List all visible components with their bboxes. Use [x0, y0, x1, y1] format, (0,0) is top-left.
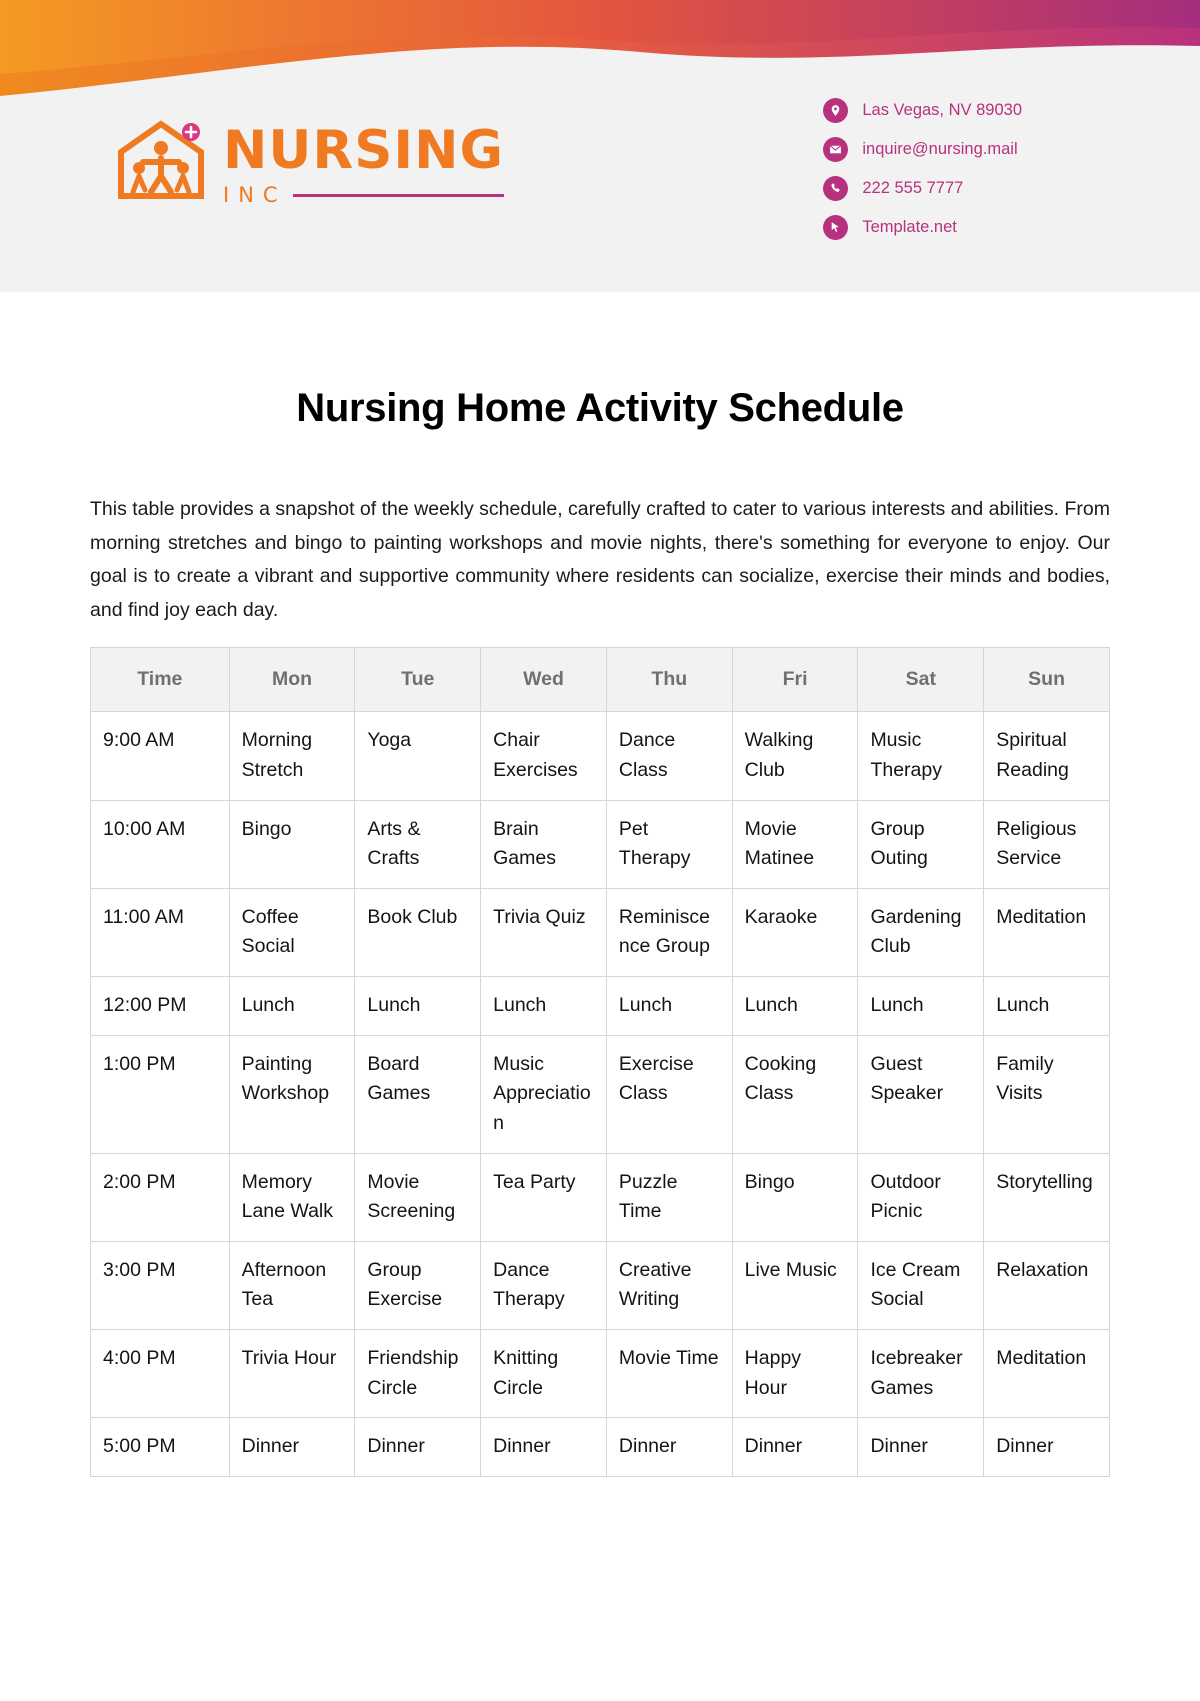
column-header-thu: Thu: [606, 647, 732, 712]
document-body: [0, 386, 1200, 1477]
cell-activity: Dinner: [481, 1418, 607, 1477]
cell-activity: Dinner: [984, 1418, 1110, 1477]
cell-activity: Morning Stretch: [229, 712, 355, 800]
cell-activity: Painting Workshop: [229, 1035, 355, 1153]
cell-activity: Live Music: [732, 1241, 858, 1329]
brand-subtitle: INC: [223, 183, 287, 207]
cell-activity: Board Games: [355, 1035, 481, 1153]
cell-activity: Arts & Crafts: [355, 800, 481, 888]
cell-activity: Puzzle Time: [606, 1153, 732, 1241]
contact-row-website[interactable]: [823, 215, 1022, 240]
column-header-mon: Mon: [229, 647, 355, 712]
cell-activity: Group Exercise: [355, 1241, 481, 1329]
cell-time: 3:00 PM: [91, 1241, 230, 1329]
brand-rule: [293, 194, 504, 197]
cell-activity: Chair Exercises: [481, 712, 607, 800]
cell-activity: Book Club: [355, 888, 481, 976]
contact-row-address: [823, 98, 1022, 123]
cell-activity: Dinner: [355, 1418, 481, 1477]
cell-activity: Trivia Quiz: [481, 888, 607, 976]
contact-row-phone: [823, 176, 1022, 201]
cell-activity: Religious Service: [984, 800, 1110, 888]
cell-activity: Creative Writing: [606, 1241, 732, 1329]
table-row: [91, 1153, 1110, 1241]
cell-activity: Karaoke: [732, 888, 858, 976]
phone-icon: [823, 176, 848, 201]
table-header-row: [91, 647, 1110, 712]
cell-time: 11:00 AM: [91, 888, 230, 976]
cell-activity: Dinner: [732, 1418, 858, 1477]
table-row: [91, 1330, 1110, 1418]
cell-activity: Storytelling: [984, 1153, 1110, 1241]
cell-time: 9:00 AM: [91, 712, 230, 800]
cell-activity: Outdoor Picnic: [858, 1153, 984, 1241]
brand-name: NURSING: [223, 120, 504, 181]
cell-activity: Guest Speaker: [858, 1035, 984, 1153]
column-header-wed: Wed: [481, 647, 607, 712]
cell-activity: Afternoon Tea: [229, 1241, 355, 1329]
cell-time: 4:00 PM: [91, 1330, 230, 1418]
cell-activity: Reminiscence Group: [606, 888, 732, 976]
contact-row-email[interactable]: [823, 137, 1022, 162]
cell-time: 12:00 PM: [91, 977, 230, 1036]
cell-activity: Friendship Circle: [355, 1330, 481, 1418]
cell-activity: Exercise Class: [606, 1035, 732, 1153]
cell-activity: Gardening Club: [858, 888, 984, 976]
cell-activity: Brain Games: [481, 800, 607, 888]
cell-activity: Icebreaker Games: [858, 1330, 984, 1418]
contact-block: [823, 98, 1022, 254]
cell-activity: Walking Club: [732, 712, 858, 800]
table-body: [91, 712, 1110, 1477]
cell-activity: Dinner: [858, 1418, 984, 1477]
cell-activity: Pet Therapy: [606, 800, 732, 888]
table-row: [91, 712, 1110, 800]
envelope-icon: [823, 137, 848, 162]
cell-activity: Relaxation: [984, 1241, 1110, 1329]
cell-activity: Music Therapy: [858, 712, 984, 800]
cell-activity: Lunch: [606, 977, 732, 1036]
cell-activity: Group Outing: [858, 800, 984, 888]
cell-activity: Lunch: [355, 977, 481, 1036]
table-row: [91, 1035, 1110, 1153]
table-row: [91, 800, 1110, 888]
cell-activity: Bingo: [229, 800, 355, 888]
cursor-icon: [823, 215, 848, 240]
cell-activity: Knitting Circle: [481, 1330, 607, 1418]
cell-activity: Movie Screening: [355, 1153, 481, 1241]
house-family-icon: [113, 118, 209, 202]
brand-logo: [113, 118, 504, 207]
cell-activity: Music Appreciation: [481, 1035, 607, 1153]
page-title: Nursing Home Activity Schedule: [296, 386, 904, 430]
cell-activity: Tea Party: [481, 1153, 607, 1241]
cell-activity: Movie Time: [606, 1330, 732, 1418]
cell-time: 2:00 PM: [91, 1153, 230, 1241]
page-header: [0, 0, 1200, 292]
column-header-fri: Fri: [732, 647, 858, 712]
table-row: [91, 977, 1110, 1036]
cell-time: 5:00 PM: [91, 1418, 230, 1477]
cell-activity: Spiritual Reading: [984, 712, 1110, 800]
email-text: inquire@nursing.mail: [862, 140, 1018, 158]
cell-activity: Meditation: [984, 888, 1110, 976]
table-row: [91, 1241, 1110, 1329]
cell-activity: Dance Therapy: [481, 1241, 607, 1329]
cell-activity: Lunch: [732, 977, 858, 1036]
cell-activity: Dance Class: [606, 712, 732, 800]
cell-activity: Lunch: [984, 977, 1110, 1036]
cell-activity: Memory Lane Walk: [229, 1153, 355, 1241]
phone-text: 222 555 7777: [862, 179, 964, 197]
cell-activity: Family Visits: [984, 1035, 1110, 1153]
cell-activity: Trivia Hour: [229, 1330, 355, 1418]
location-pin-icon: [823, 98, 848, 123]
cell-activity: Yoga: [355, 712, 481, 800]
table-row: [91, 1418, 1110, 1477]
cell-activity: Cooking Class: [732, 1035, 858, 1153]
column-header-time: Time: [91, 647, 230, 712]
website-text: Template.net: [862, 218, 957, 236]
cell-activity: Dinner: [229, 1418, 355, 1477]
cell-activity: Ice Cream Social: [858, 1241, 984, 1329]
cell-activity: Lunch: [229, 977, 355, 1036]
cell-activity: Movie Matinee: [732, 800, 858, 888]
cell-activity: Dinner: [606, 1418, 732, 1477]
cell-time: 10:00 AM: [91, 800, 230, 888]
cell-activity: Bingo: [732, 1153, 858, 1241]
cell-activity: Lunch: [481, 977, 607, 1036]
column-header-tue: Tue: [355, 647, 481, 712]
cell-activity: Lunch: [858, 977, 984, 1036]
cell-activity: Happy Hour: [732, 1330, 858, 1418]
cell-activity: Meditation: [984, 1330, 1110, 1418]
cell-time: 1:00 PM: [91, 1035, 230, 1153]
column-header-sat: Sat: [858, 647, 984, 712]
intro-paragraph: This table provides a snapshot of the weekly schedule, carefully crafted to cater to various interests and abilities. From morning stretches and bingo to painting workshops and movie nights, there's something for everyone to enjoy. Our goal is to create a vibrant and supportive community where residents can socialize, exercise their minds and bodies, and find joy each day.: [90, 498, 1110, 621]
column-header-sun: Sun: [984, 647, 1110, 712]
address-text: Las Vegas, NV 89030: [862, 101, 1022, 119]
activity-schedule-table: [90, 647, 1110, 1477]
table-row: [91, 888, 1110, 976]
cell-activity: Coffee Social: [229, 888, 355, 976]
